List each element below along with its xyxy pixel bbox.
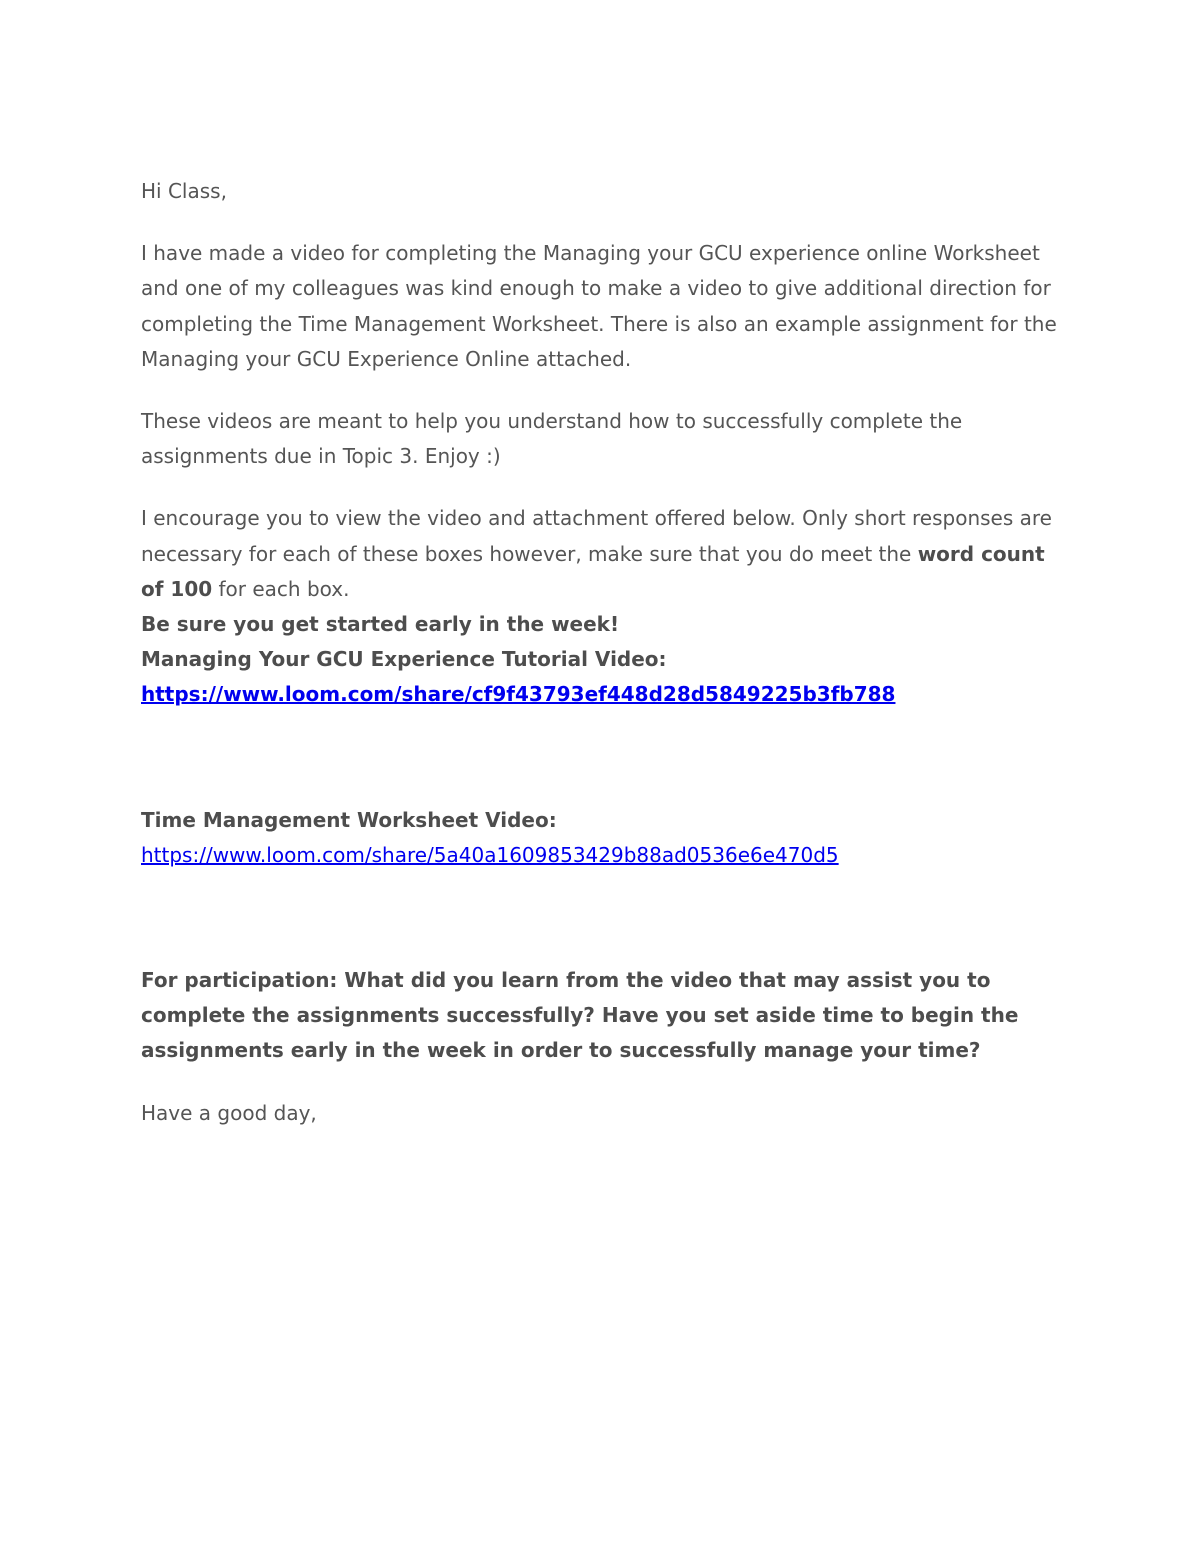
video1-label: Managing Your GCU Experience Tutorial Video: [141, 647, 667, 672]
participation-question: For participation: What did you learn from the video that may assist you to complete the assignments successfully? Have you set aside time to begin the assignments early in the week in order to successfully manage your time? [141, 968, 1019, 1063]
word-count-emphasis: word count of 100 [141, 541, 1045, 601]
reminder-text: Be sure you get started early in the week! [141, 612, 620, 637]
greeting: Hi Class, [141, 179, 227, 203]
video1-link[interactable]: https://www.loom.com/share/cf9f43793ef448d28d5849225b3fb788 [141, 682, 896, 707]
videos-paragraph: These videos are meant to help you understand how to successfully complete the assignments due in Topic 3. Enjoy :) [141, 409, 963, 469]
spacer [141, 713, 1071, 803]
video2-link[interactable]: https://www.loom.com/share/5a40a1609853429b88ad0536e6e470d5 [141, 842, 839, 867]
closing-line: Have a good day, [141, 1100, 317, 1125]
instructions-paragraph [141, 501, 1071, 607]
intro-paragraph: I have made a video for completing the Managing your GCU experience online Worksheet and one of my colleagues was kind enough to make a video to give additional direction for completing the Time Management Worksheet. There is also an example assignment for the Managing your GCU Experience Online attached. [141, 241, 1057, 371]
video1-link-line [141, 677, 1071, 712]
spacer [141, 873, 1071, 963]
video2-label: Time Management Worksheet Video: [141, 807, 557, 832]
instructions-text: I encourage you to view the video and attachment offered below. Only short responses are necessary for each of these boxes however, make sure that you do meet the [141, 506, 1052, 566]
instructions-text-end: for each box. [212, 576, 350, 601]
video2-link-line [141, 838, 1071, 873]
document-body [141, 174, 1071, 1131]
